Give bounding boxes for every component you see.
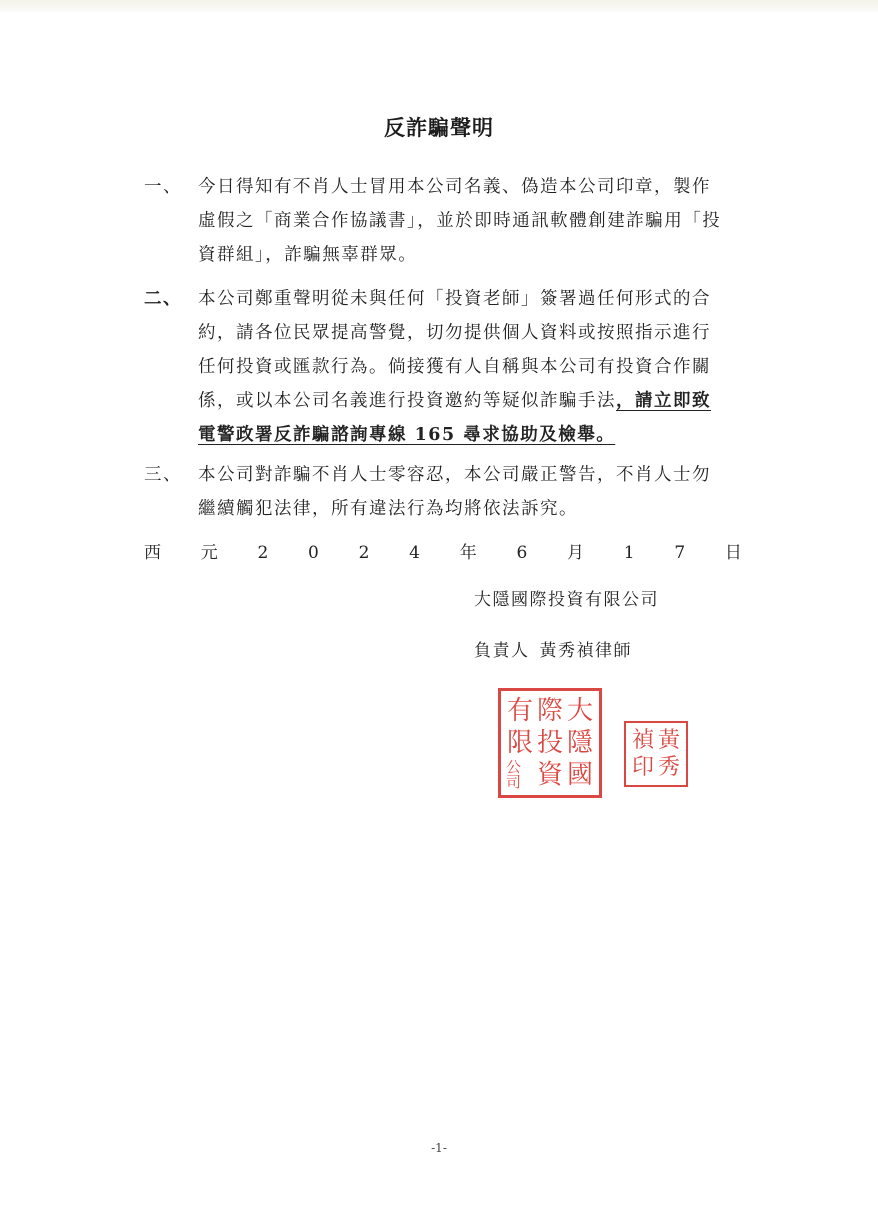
seal-glyph: 際 bbox=[536, 696, 563, 726]
seal-glyph: 限 bbox=[506, 728, 533, 758]
date-char: 2 bbox=[257, 543, 269, 563]
scan-top-edge bbox=[0, 0, 878, 12]
personal-seal bbox=[624, 721, 688, 787]
item-number: 一、 bbox=[144, 177, 182, 197]
item-text: 今日得知有不肖人士冒用本公司名義、偽造本公司印章，製作 虛假之「商業合作協議書」，並於即時通訊軟體創建詐騙用「投 資群組」，詐騙無辜群眾。 bbox=[198, 177, 722, 265]
company-seal bbox=[498, 688, 602, 798]
date-char: 月 bbox=[567, 543, 585, 563]
seal-glyph: 秀 bbox=[657, 754, 680, 780]
date-char: 1 bbox=[623, 543, 635, 563]
item-text bbox=[198, 282, 744, 452]
seal-glyph: 投 bbox=[536, 728, 563, 758]
seal-glyph: 有 bbox=[506, 696, 533, 726]
item-text-main: 本公司鄭重聲明從未與任何「投資老師」簽署過任何形式的合 約，請各位民眾提高警覺，切勿提供個人資料或按照指示進行 任何投資或匯款行為。倘接獲有人自稱與本公司有投資合作關 係，或以本公司名義進行投資邀約等疑似詐騙手法 bbox=[198, 289, 711, 411]
responsible-label: 負責人 bbox=[474, 641, 530, 661]
page-number: -1- bbox=[431, 1141, 447, 1155]
date-char: 元 bbox=[200, 543, 218, 563]
date-char: 6 bbox=[516, 543, 528, 563]
item-number: 二、 bbox=[144, 289, 182, 309]
responsible-name: 黃秀禎律師 bbox=[539, 641, 632, 661]
date-char: 4 bbox=[409, 543, 420, 563]
seal-glyph: 印 bbox=[631, 754, 654, 780]
date-char: 年 bbox=[459, 543, 477, 563]
seal-glyph: 黃 bbox=[657, 727, 680, 753]
item-text: 本公司對詐騙不肖人士零容忍，本公司嚴正警告，不肖人士勿 繼續觸犯法律，所有違法行為均將依法訴究。 bbox=[198, 465, 711, 519]
date-char: 日 bbox=[724, 543, 742, 563]
date-char: 0 bbox=[308, 543, 319, 563]
responsible-person bbox=[474, 636, 632, 661]
seal-glyph: 國 bbox=[566, 760, 593, 790]
seal-glyph: 隱 bbox=[566, 728, 593, 758]
page-title: 反詐騙聲明 bbox=[384, 115, 494, 140]
date-char: 西 bbox=[144, 543, 161, 563]
date-char: 2 bbox=[358, 543, 370, 563]
seal-glyph: 資 bbox=[536, 760, 563, 790]
item-number: 三、 bbox=[144, 465, 182, 485]
seal-glyph: 禎 bbox=[631, 727, 654, 753]
statement-item-1 bbox=[144, 170, 744, 272]
seal-glyph: 大 bbox=[566, 696, 593, 726]
hotline-emphasis: ，請立即致 電警政署反詐騙諮詢專線 165 尋求協助及檢舉。 bbox=[198, 391, 711, 445]
statement-item-2 bbox=[144, 282, 744, 452]
seal-glyph: 公司 bbox=[506, 758, 522, 791]
statement-item-3 bbox=[144, 458, 744, 526]
date-line bbox=[144, 538, 742, 568]
company-name: 大隱國際投資有限公司 bbox=[474, 590, 659, 610]
date-char: 7 bbox=[674, 543, 686, 563]
